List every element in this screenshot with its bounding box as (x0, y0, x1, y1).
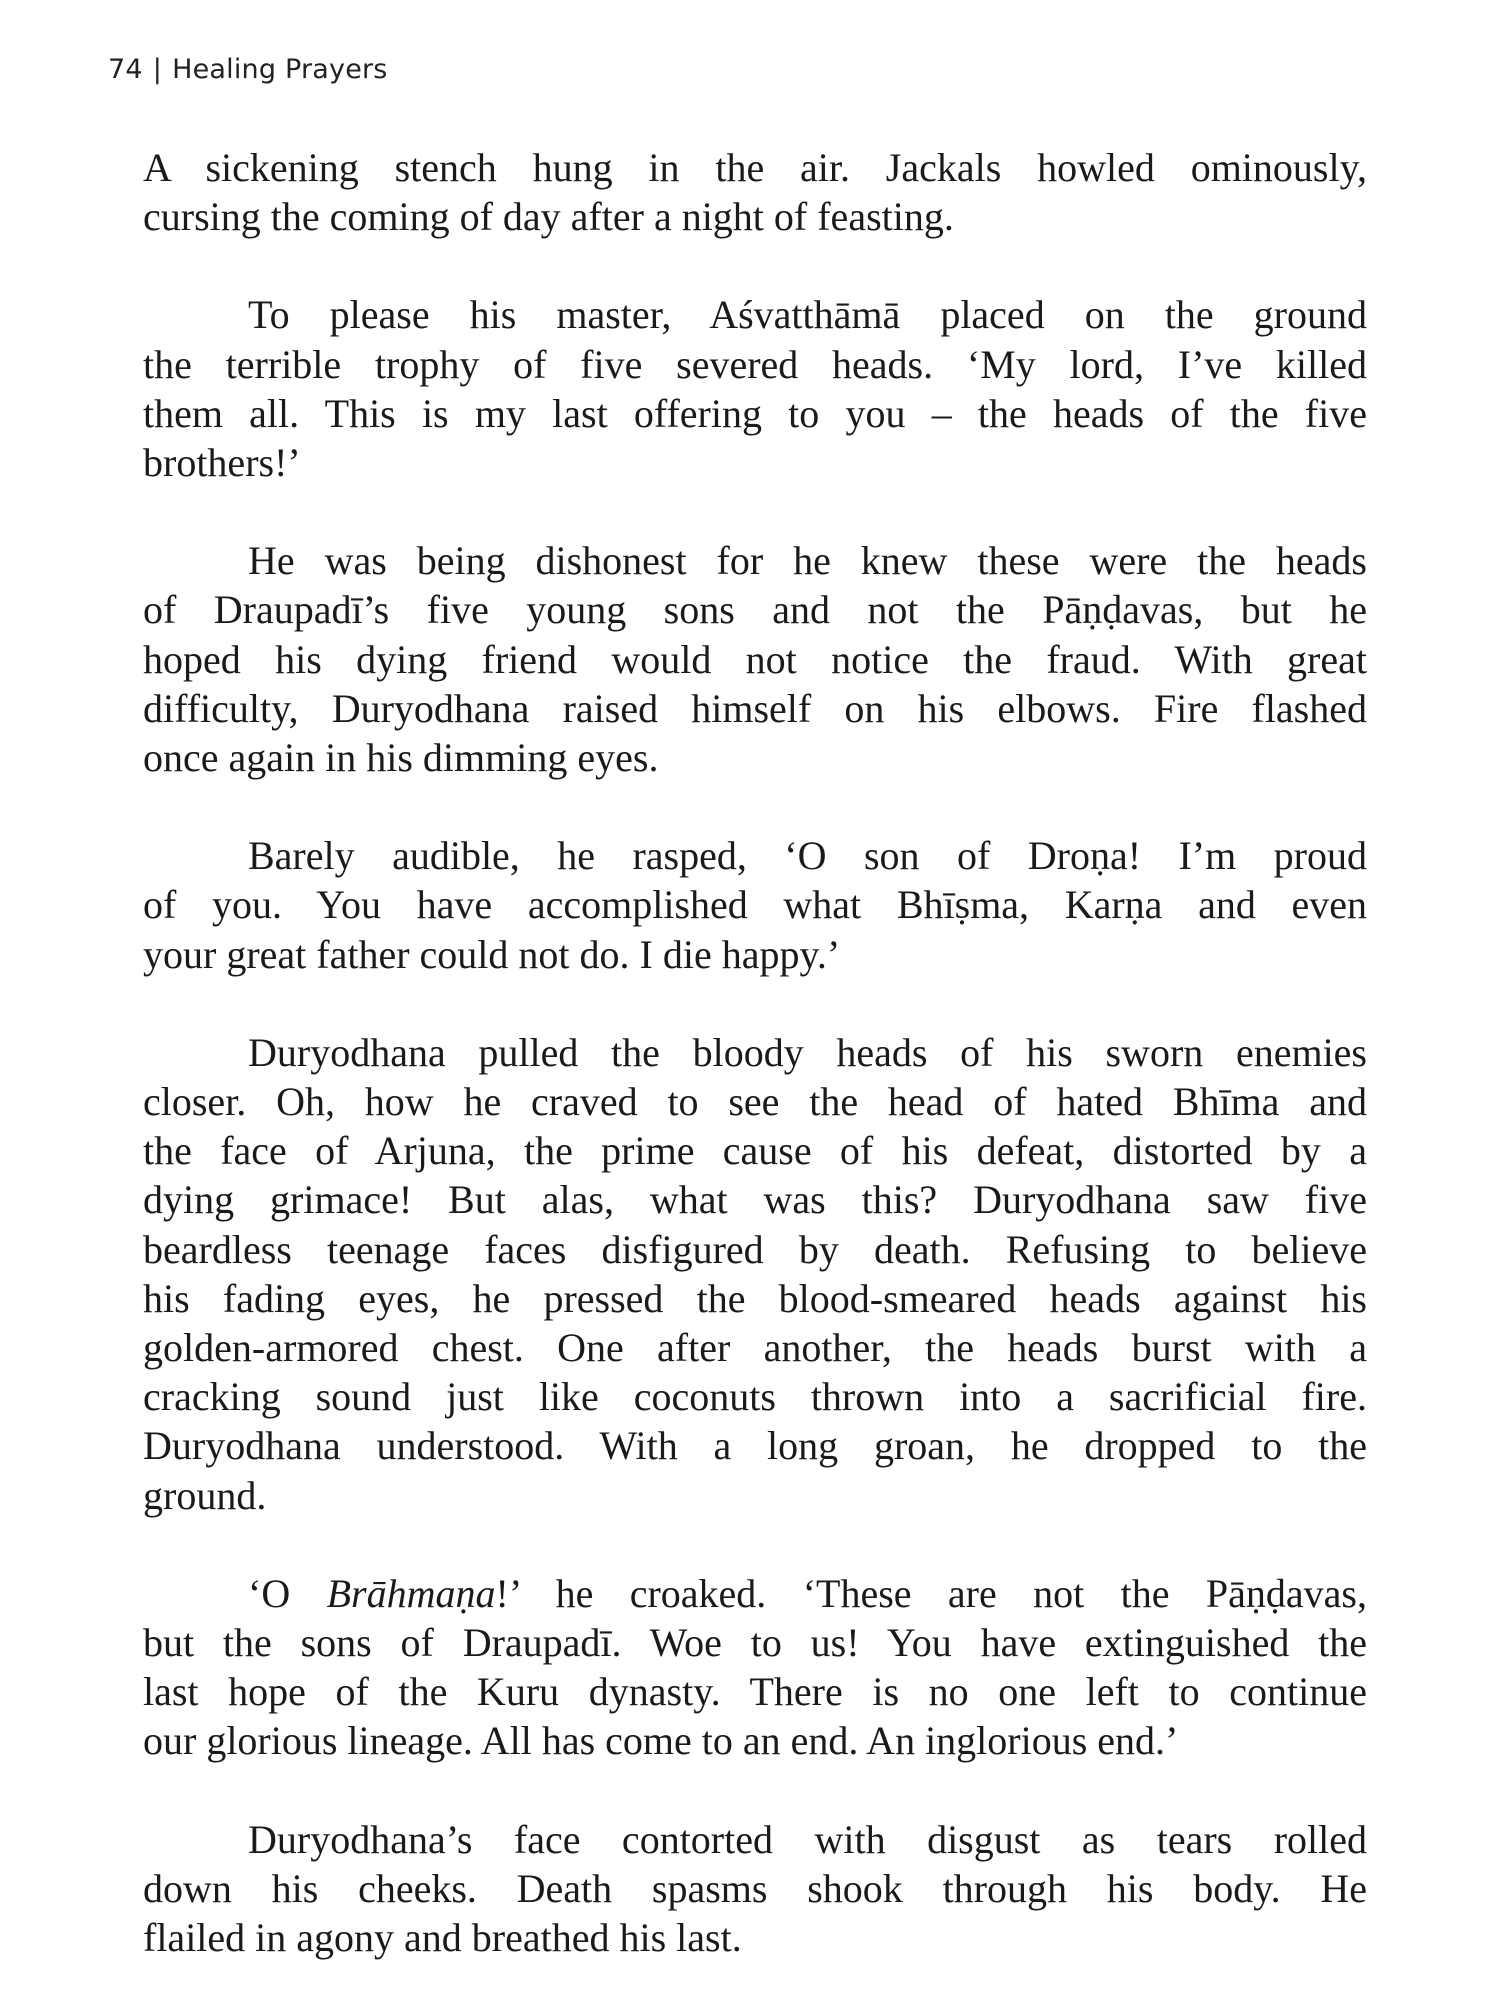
text-line: Duryodhana pulled the bloody heads of his sworn enemies (248, 1029, 1367, 1075)
text-line: our glorious lineage. All has come to an end. An inglorious end.’ (143, 1718, 1179, 1764)
text-line: brothers!’ (143, 440, 301, 486)
text-line: beardless teenage faces disfigured by death. Refusing to believe (143, 1226, 1367, 1272)
text-line: difficulty, Duryodhana raised himself on his elbows. Fire flashed (143, 685, 1367, 731)
text-line: the face of Arjuna, the prime cause of his defeat, distorted by a (143, 1128, 1367, 1174)
text-line: closer. Oh, how he craved to see the head of hated Bhīma and (143, 1079, 1367, 1125)
text-line: He was being dishonest for he knew these were the heads (248, 538, 1367, 584)
text-line: A sickening stench hung in the air. Jackals howled ominously, (143, 145, 1367, 190)
text-line: your great father could not do. I die happy.’ (143, 931, 841, 977)
text-line: Barely audible, he rasped, ‘O son of Droṇa! I’m proud (248, 833, 1367, 879)
text-line-with-italic (143, 1569, 1367, 1618)
text-line: but the sons of Draupadī. Woe to us! You have extinguished the (143, 1620, 1367, 1666)
text-line: dying grimace! But alas, what was this? Duryodhana saw five (143, 1177, 1367, 1223)
italic-term: Brāhmaṇa (326, 1570, 496, 1616)
text-line: last hope of the Kuru dynasty. There is no one left to continue (143, 1669, 1367, 1715)
text-line: down his cheeks. Death spasms shook through his body. He (143, 1865, 1367, 1911)
text-line: of Draupadī’s five young sons and not the Pāṇḍavas, but he (143, 587, 1367, 633)
text-line: golden-armored chest. One after another, the heads burst with a (143, 1325, 1367, 1371)
text-line: his fading eyes, he pressed the blood-smeared heads against his (143, 1275, 1367, 1321)
text-line: once again in his dimming eyes. (143, 735, 659, 781)
text-line: the terrible trophy of five severed heads. ‘My lord, I’ve killed (143, 341, 1367, 387)
text-line: cursing the coming of day after a night of feasting. (143, 194, 954, 240)
paragraph-2 (143, 290, 1367, 487)
text-line: flailed in agony and breathed his last. (143, 1915, 742, 1961)
paragraph-4 (143, 831, 1367, 979)
paragraph-1 (143, 143, 1367, 241)
paragraph-5 (143, 1028, 1367, 1520)
header-separator: | (152, 54, 163, 85)
paragraph-3 (143, 536, 1367, 782)
text-line: Duryodhana’s face contorted with disgust as tears rolled (248, 1816, 1367, 1862)
text-line: To please his master, Aśvatthāmā placed on the ground (248, 292, 1367, 338)
text-line: of you. You have accomplished what Bhīṣma, Karṇa and even (143, 882, 1367, 928)
page-body (143, 143, 1367, 1962)
text-fragment: !’ he croaked. ‘These are not the Pāṇḍavas, (495, 1570, 1367, 1616)
page-number: 74 (108, 54, 143, 85)
book-title: Healing Prayers (172, 54, 388, 85)
text-line: cracking sound just like coconuts thrown into a sacrificial fire. (143, 1374, 1367, 1420)
running-head (108, 54, 388, 85)
text-line: ground. (143, 1472, 267, 1518)
paragraph-7 (143, 1815, 1367, 1963)
text-line: them all. This is my last offering to you – the heads of the five (143, 390, 1367, 436)
paragraph-6 (143, 1569, 1367, 1766)
text-line: Duryodhana understood. With a long groan, he dropped to the (143, 1423, 1367, 1469)
text-fragment: ‘O (248, 1570, 327, 1616)
text-line: hoped his dying friend would not notice the fraud. With great (143, 636, 1367, 682)
